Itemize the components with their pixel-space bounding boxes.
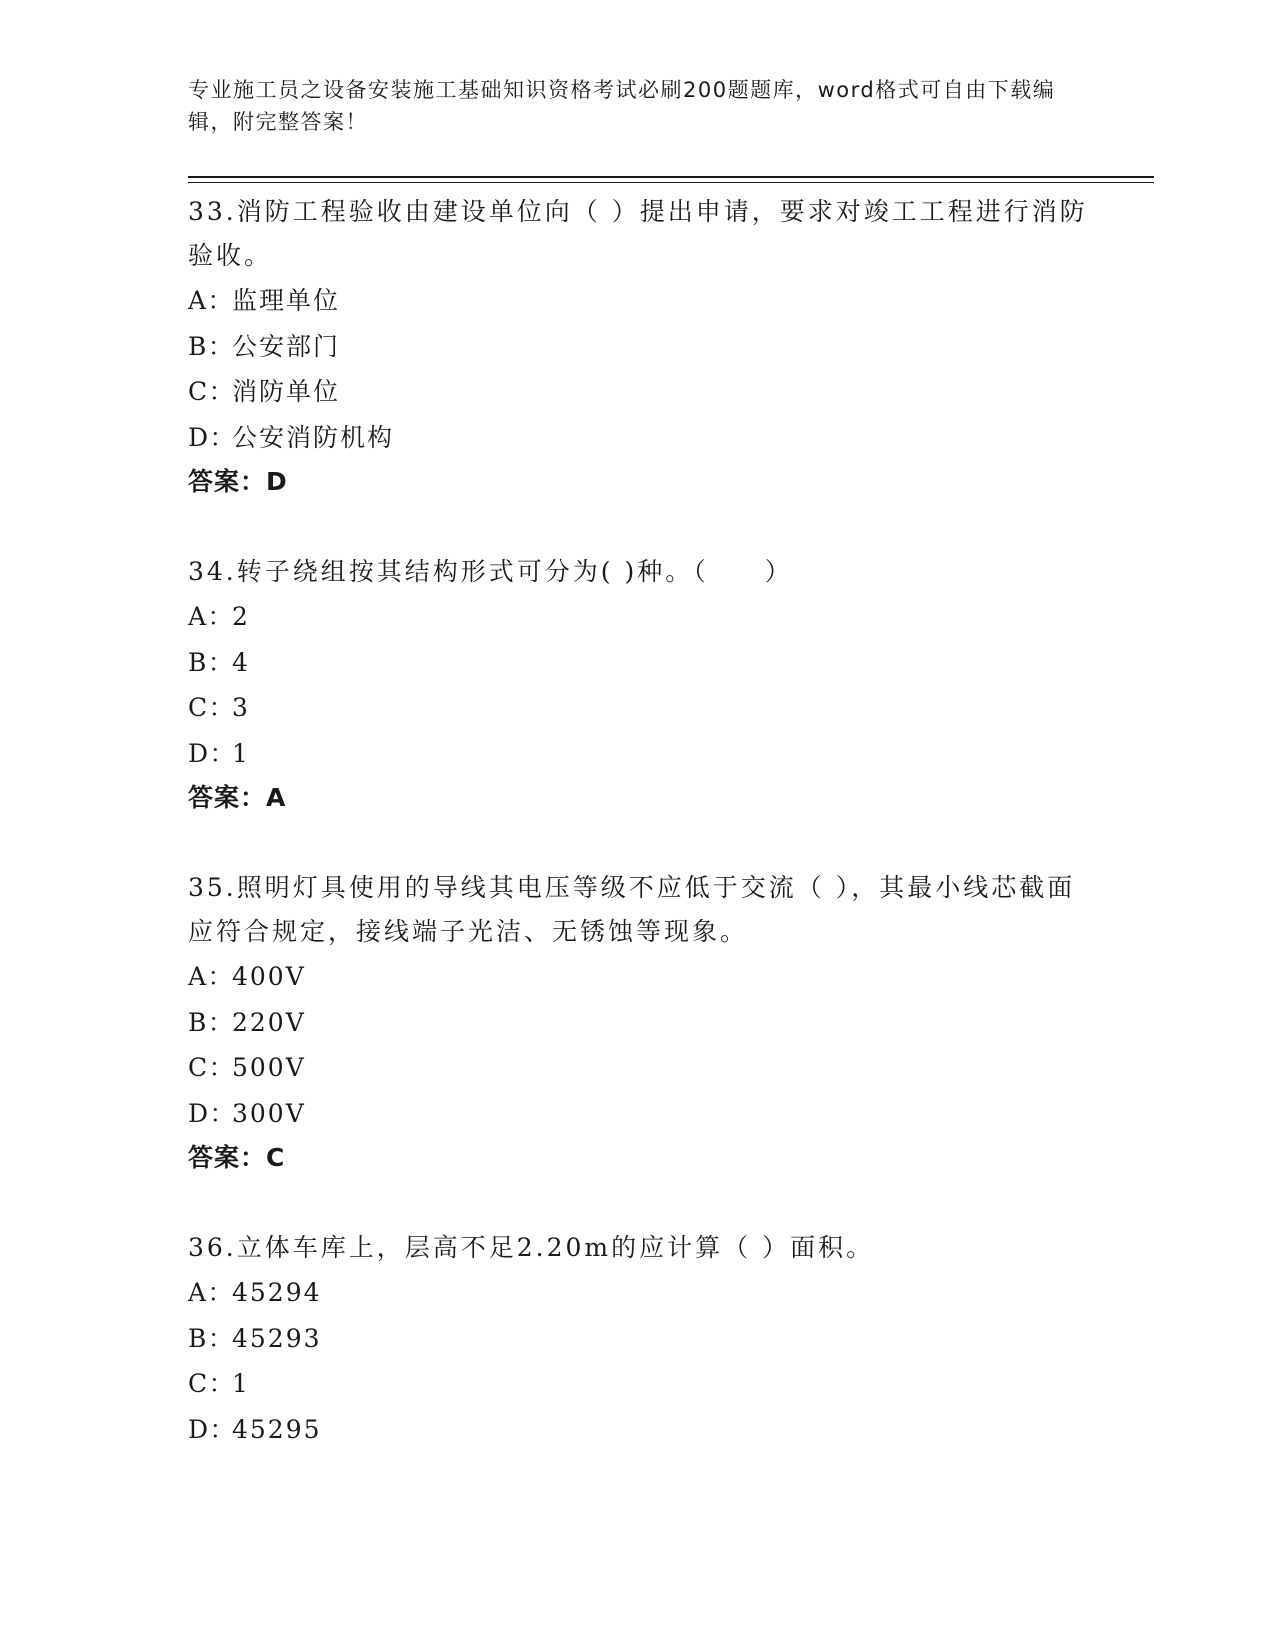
header-divider-thin xyxy=(188,182,1154,183)
answer-line: 答案：C xyxy=(188,1143,286,1172)
option-d xyxy=(188,731,1088,777)
option-text: 3 xyxy=(232,693,250,722)
option-text: 监理单位 xyxy=(232,286,341,315)
option-key: B： xyxy=(188,1323,235,1353)
option-key: B： xyxy=(188,1007,235,1037)
option-text: 500V xyxy=(232,1053,306,1082)
option-a xyxy=(188,594,1088,640)
option-text: 公安消防机构 xyxy=(232,422,395,452)
option-text: 400V xyxy=(232,962,306,991)
option-key: D： xyxy=(188,1414,237,1444)
option-text: 220V xyxy=(232,1007,306,1037)
option-d xyxy=(188,1407,1088,1453)
option-key: D： xyxy=(188,738,237,768)
question-stem: 33.消防工程验收由建设单位向（ ）提出申请，要求对竣工工程进行消防验收。 xyxy=(188,197,1088,270)
question-stem: 34.转子绕组按其结构形式可分为( )种。（ ） xyxy=(188,557,793,586)
question-35 xyxy=(188,866,1088,1180)
option-text: 45295 xyxy=(232,1414,322,1444)
option-key: C： xyxy=(188,1369,236,1398)
option-text: 消防单位 xyxy=(232,377,341,406)
option-text: 300V xyxy=(232,1098,306,1128)
answer-line: 答案：D xyxy=(188,467,288,496)
header-divider-thick xyxy=(188,176,1154,178)
option-key: D： xyxy=(188,1098,237,1128)
option-text: 公安部门 xyxy=(232,331,341,361)
option-text: 4 xyxy=(232,647,250,677)
option-b xyxy=(188,1316,1088,1362)
option-key: C： xyxy=(188,1053,236,1082)
option-c xyxy=(188,1045,1088,1091)
option-text: 45294 xyxy=(232,1278,322,1307)
answer-line: 答案：A xyxy=(188,783,287,812)
option-key: A： xyxy=(188,286,235,315)
option-text: 1 xyxy=(232,1369,250,1398)
question-list xyxy=(188,190,1088,1498)
question-34 xyxy=(188,550,1088,820)
option-text: 2 xyxy=(232,602,250,631)
question-stem: 36.立体车库上，层高不足2.20m的应计算（ ）面积。 xyxy=(188,1233,875,1262)
option-key: A： xyxy=(188,962,235,991)
option-b xyxy=(188,1000,1088,1046)
question-33 xyxy=(188,190,1088,504)
option-key: B： xyxy=(188,647,235,677)
question-stem: 35.照明灯具使用的导线其电压等级不应低于交流（ ），其最小线芯截面应符合规定，接线端子光洁、无锈蚀等现象。 xyxy=(188,873,1076,946)
option-text: 1 xyxy=(232,738,250,768)
option-key: A： xyxy=(188,1278,235,1307)
option-d xyxy=(188,415,1088,461)
question-36 xyxy=(188,1226,1088,1452)
option-b xyxy=(188,324,1088,370)
option-a xyxy=(188,1270,1088,1316)
option-a xyxy=(188,954,1088,1000)
option-key: B： xyxy=(188,331,235,361)
option-c xyxy=(188,369,1088,415)
option-d xyxy=(188,1091,1088,1137)
option-a xyxy=(188,278,1088,324)
option-key: D： xyxy=(188,422,237,452)
option-text: 45293 xyxy=(232,1323,322,1353)
document-header: 专业施工员之设备安装施工基础知识资格考试必刷200题题库，word格式可自由下载编辑，附完整答案！ xyxy=(188,78,1056,134)
option-key: C： xyxy=(188,693,236,722)
option-key: C： xyxy=(188,377,236,406)
option-key: A： xyxy=(188,602,235,631)
option-b xyxy=(188,640,1088,686)
option-c xyxy=(188,1361,1088,1407)
option-c xyxy=(188,685,1088,731)
